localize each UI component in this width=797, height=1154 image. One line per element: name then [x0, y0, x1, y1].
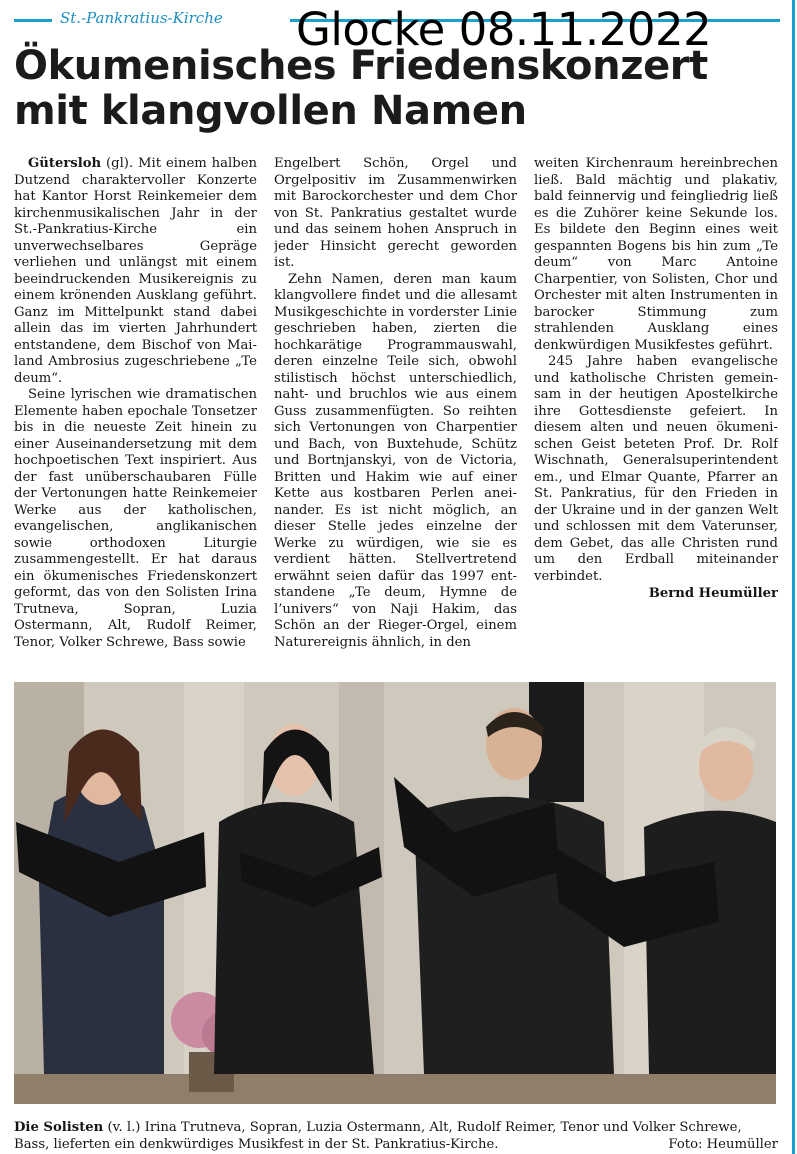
article-paragraph-fragment: Seine lyrischen wie dramatischen Elemente haben epochale Tonsetzer bis in die neueste Zeit hinein zu einer Auseinandersetzung mit dem hochpoetischen Text inspiriert. Aus der fast unüberschaubaren Fülle der Vertonungen hatte Reinkemeier Werke aus der katholischen, evangelischen, anglikanischen sowie orthodoxen Liturgie zusammengestellt. Er hat daraus ein ökumenisches Friedenskonzert geformt, das von den Solisten Irina Trutneva, Sopran, Luzia Ostermann, Alt, Rudolf Reimer, Tenor, Volker Schrewe, Bass sowie [14, 387, 257, 650]
article-column-1 [14, 156, 257, 651]
article-paragraph-fragment: Engelbert Schön, Orgel und Orgelpositiv im Zusammenwirken mit Barockorchester und dem Chor von St. Pankratius gestaltet wurde und das seinem hohen Anspruch in jeder Hinsicht gerecht geworden ist. [274, 156, 517, 270]
article-paragraph-fragment: 245 Jahre haben evangelische und katholische Christen gemeinsam in der heutigen Apostelkirche ihre Gottesdienste gefeiert. In diesem alten und neuen ökumenischen Geist beteten Prof. Dr. Rolf Wischnath, Generalsuperintendent em., und Elmar Quante, Pfarrer an St. Pankratius, für den Frieden in der Ukraine und in der ganzen Welt und schlossen mit dem Vaterunser, dem Gebet, das alle Christen rund um den Erdball miteinander verbindet. [534, 354, 778, 584]
page-edge-rule [792, 0, 795, 1154]
headline [14, 44, 790, 134]
article-paragraph-fragment: weiten Kirchenraum hereinbrechen ließ. Bald mächtig und plakativ, bald feinnervig und feingliedrig ließ es die Zuhörer keine Sekunde los. Es bildete den Beginn eines weit gespannten Bogens bis hin zum „Te deum“ von Marc Antoine Charpentier, von Solisten, Chor und Orchester mit alten Instrumenten in barocker Stimmung zum strahlenden Ausklang eines denkwürdigen Musikfestes geführt. [534, 156, 778, 353]
handwritten-date-stamp: Glocke 08.11.2022 [296, 3, 712, 56]
caption-text: (v. l.) Irina Trutneva, Sopran, Luzia Ostermann, Alt, Rudolf Reimer, Tenor und Volker Schrewe, Bass, lieferten ein denkwürdiges Musikfest in der St. Pankratius-Kirche. [14, 1120, 742, 1152]
article-paragraph-fragment: Gütersloh (gl). Mit einem halben Dutzend charaktervoller Konzerte hat Kantor Horst Reinkemeier dem kirchenmusikalischen Jahr in der St.-Pankratius-Kirche ein unverwechselbares Gepräge verliehen und unlängst mit einem beeindruckenden Musikereignis zu einem krönenden Ausklang geführt. Ganz im Mittelpunkt stand dabei allein das im vierten Jahrhundert entstandene, dem Bischof von Mailand Ambrosius zugeschriebene „Te deum“. [14, 156, 257, 386]
article-column-3 [534, 156, 778, 651]
article-dateline: Gütersloh [28, 156, 102, 171]
rubric-rule-left [14, 19, 52, 22]
caption-label: Die Solisten [14, 1120, 104, 1135]
headline-line-2: mit klangvollen Namen [14, 88, 527, 134]
photo-caption [14, 1119, 778, 1153]
soloists-photo [14, 682, 776, 1104]
headline-line-1: Ökumenisches Friedenskonzert [14, 43, 708, 89]
article-column-2 [274, 156, 517, 651]
soloists-photo-illustration [14, 682, 776, 1104]
author-byline: Bernd Heumüller [648, 586, 778, 601]
article-paragraph-fragment: Zehn Namen, deren man kaum klangvollere findet und die allesamt Musikgeschichte in vorderster Linie geschrieben haben, zierten die hochkarätige Programmauswahl, deren einzelne Teile sich, obwohl stilistisch höchst unterschiedlich, naht- und bruchlos wie aus einem Guss zusammenfügten. So reihten sich Vertonungen von Charpentier und Bach, von Buxtehude, Schütz und Bortnjanskyi, von de Victoria, Britten und Hakim wie auf einer Kette aus kostbaren Perlen aneinander. Es ist nicht möglich, an dieser Stelle jedes einzelne der Werke zu würdigen, wie sie es verdient hätten. Stellvertretend erwähnt seien dafür das 1997 entstandene „Te deum, Hymne de l’univers“ von Naji Hakim, das Schön an der Rieger-Orgel, einem Naturereignis ähnlich, in den [274, 271, 517, 650]
rubric-label: St.-Pankratius-Kirche [60, 9, 223, 27]
photo-credit: Foto: Heumüller [668, 1137, 778, 1152]
